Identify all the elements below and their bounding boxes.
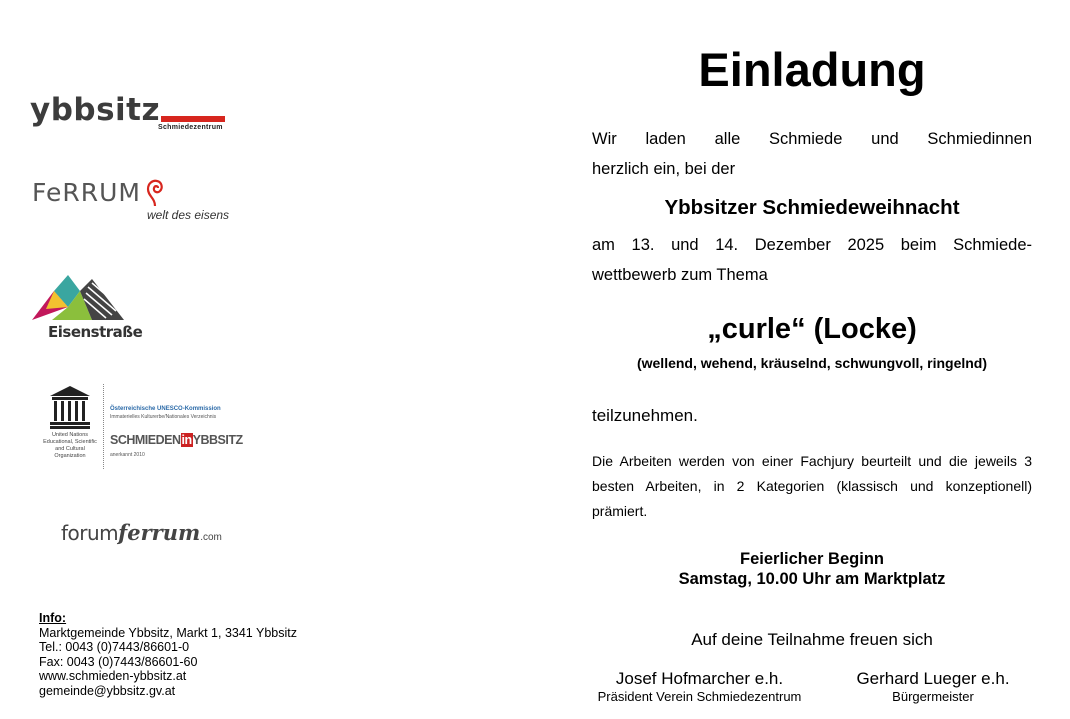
date-line-1: am 13. und 14. Dezember 2025 beim Schmiede- (592, 236, 1032, 254)
page-title: Einladung (698, 43, 926, 96)
signatory-2-role: Bürgermeister (892, 689, 974, 704)
unesco-kommission-sub: Immaterielles Kulturerbe/Nationales Verzeichnis (110, 414, 217, 420)
eisenstrasse-logo (32, 273, 143, 348)
forum-logo-part3: .com (200, 532, 222, 543)
info-block (39, 611, 297, 698)
unesco-temple-icon (50, 386, 90, 430)
intro-line-1: Wir laden alle Schmiede und Schmiedinnen (592, 130, 1032, 148)
info-address: Marktgemeinde Ybbsitz, Markt 1, 3341 Ybbsitz (39, 625, 298, 640)
signatory-1-name: Josef Hofmarcher e.h. (615, 669, 784, 688)
ybbsitz-logo (30, 92, 223, 135)
eisenstrasse-logo-label: Eisenstraße (48, 323, 143, 341)
signatory-1 (592, 669, 807, 704)
start-heading: Feierlicher Beginn (740, 550, 884, 568)
signatory-1-role: Präsident Verein Schmiedezentrum (597, 689, 802, 704)
date-line-2: wettbewerb zum Thema (592, 266, 768, 284)
ferrum-logo-word: FeRRUM (32, 178, 142, 207)
ybbsitz-logo-bar (161, 116, 225, 122)
forum-logo-part1: forum (61, 521, 119, 545)
forumferrum-logo (61, 520, 222, 550)
eisenstrasse-emblem-icon (32, 273, 127, 325)
ferrum-logo (32, 178, 242, 228)
signatory-2-name: Gerhard Lueger e.h. (856, 669, 1010, 688)
info-fax: Fax: 0043 (0)7443/86601-60 (39, 654, 198, 669)
theme-subtitle: (wellend, wehend, kräuselnd, schwungvoll, ringelnd) (636, 355, 988, 371)
ybbsitz-logo-sub: Schmiedezentrum (158, 124, 223, 131)
ferrum-logo-sub: welt des eisens (147, 208, 230, 222)
jury-paragraph: Die Arbeiten werden von einer Fachjury beurteilt und die jeweils 3 besten Arbeiten, in 2 Kategorien (klassisch und konzeptionell) prämiert. (592, 453, 1032, 519)
ybbsitz-logo-word: ybbsitz (30, 92, 161, 128)
intro-line-2: herzlich ein, bei der (592, 160, 736, 178)
start-time: Samstag, 10.00 Uhr am Marktplatz (678, 570, 946, 588)
closing-text: Auf deine Teilnahme freuen sich (691, 630, 933, 649)
theme-title: „curle“ (Locke) (707, 313, 917, 345)
schmieden-in-ybbsitz-mark (110, 433, 243, 447)
unesco-kommission: Österreichische UNESCO-Kommission (110, 406, 221, 412)
info-heading: Info: (39, 611, 67, 625)
signatory-2 (835, 669, 1031, 704)
info-email: gemeinde@ybbsitz.gv.at (39, 683, 176, 698)
unesco-logo (40, 382, 243, 472)
unesco-anerkannt: anerkannt 2010 (110, 452, 145, 458)
spiral-icon (144, 178, 166, 208)
info-phone: Tel.: 0043 (0)7443/86601-0 (39, 640, 190, 654)
forum-logo-part2: ferrum (118, 520, 201, 545)
unesco-divider (103, 384, 105, 469)
in-word: in (181, 433, 192, 447)
schmieden-word: SCHMIEDEN (110, 433, 181, 447)
ybbsitz-word: YBBSITZ (192, 433, 243, 447)
event-name: Ybbsitzer Schmiedeweihnacht (664, 196, 960, 219)
participate-text: teilzunehmen. (592, 406, 698, 425)
unesco-un-text: United Nations Educational, Scientific and Cultural Organization (43, 432, 97, 459)
info-website: www.schmieden-ybbsitz.at (39, 669, 187, 683)
